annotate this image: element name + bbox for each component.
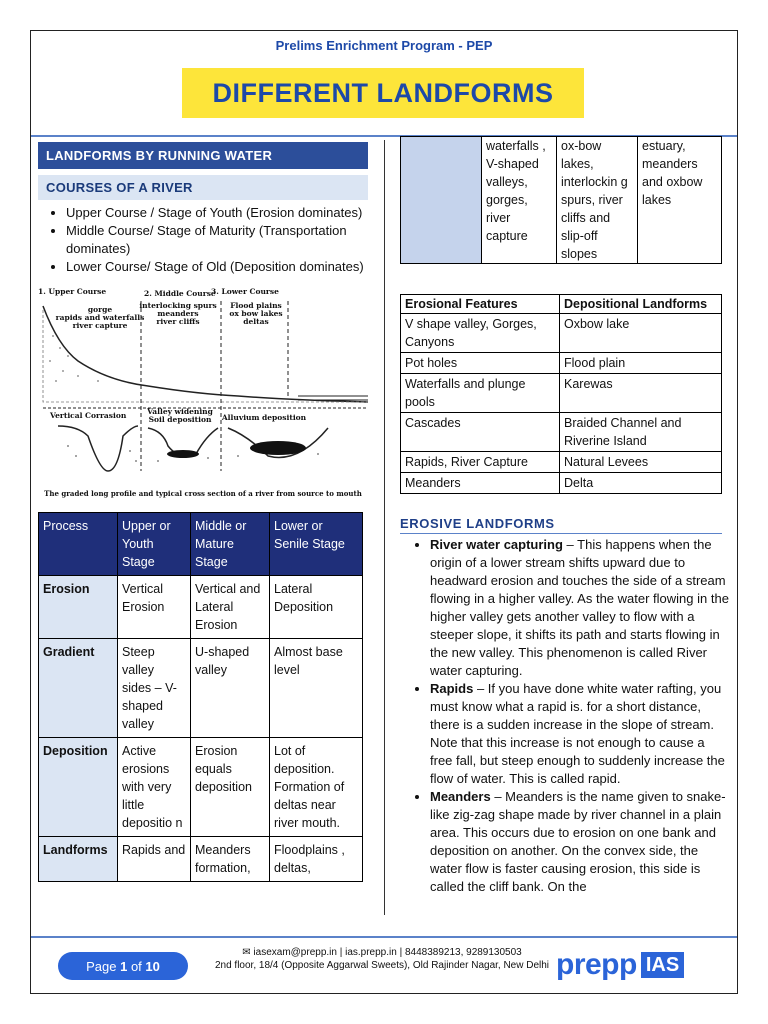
- table-cell: Lot of deposition. Formation of deltas near river mouth.: [270, 738, 363, 837]
- feature-middle-2: meanders: [157, 309, 199, 318]
- list-item: [430, 536, 730, 680]
- logo-badge: IAS: [641, 952, 684, 978]
- page-current: 1: [120, 958, 128, 974]
- definition: – If you have done white water rafting, you must know what a rapid is. for a short distance, there is a sudden increase in the slope of stream. Note that this increase is not enough to cause a free fall, but steep enough to suddenly increase the flow of water. This is called rapid.: [430, 681, 725, 786]
- list-item: • Upper Course / Stage of Youth (Erosion dominates): [66, 204, 368, 222]
- table-cell: Braided Channel and Riverine Island: [560, 413, 722, 452]
- table-row: [39, 639, 363, 738]
- feature-lower-1: Flood plains: [230, 301, 282, 310]
- label-vertical-corrasion: Vertical Corrasion: [50, 411, 127, 420]
- col-header: Depositional Landforms: [560, 295, 722, 314]
- table-cell: Waterfalls and plunge pools: [401, 374, 560, 413]
- label-middle-course: 2. Middle Course: [144, 289, 216, 298]
- table-cell: Flood plain: [560, 353, 722, 374]
- erosive-landforms-heading: EROSIVE LANDFORMS: [400, 516, 722, 534]
- feature-lower-2: ox bow lakes: [229, 309, 283, 318]
- table-header-row: [39, 513, 363, 576]
- contact-info: [212, 946, 552, 972]
- definition: – Meanders is the name given to snake-like zig-zag shape made by river channel in a plain area. This occurs due to erosion on one bank and deposition on another. On the convex side, the water flow is faster causing erosion, this side is called the cliff bank. On the: [430, 789, 726, 894]
- feature-lower-3: deltas: [243, 317, 269, 326]
- label-upper-course: 1. Upper Course: [38, 287, 107, 296]
- table-cell: Natural Levees: [560, 452, 722, 473]
- label-valley-widening: Valley widening: [147, 407, 213, 416]
- program-header: Prelims Enrichment Program - PEP: [275, 38, 493, 53]
- subsection-title: COURSES OF A RIVER: [38, 175, 368, 200]
- logo-text: prepp: [556, 948, 637, 981]
- page-sep: of: [130, 958, 142, 974]
- feature-upper-3: river capture: [72, 321, 128, 330]
- river-profile-svg: [38, 286, 368, 506]
- table-row: [401, 374, 722, 413]
- table-row: [401, 314, 722, 353]
- table-cell: Vertical and Lateral Erosion: [191, 576, 270, 639]
- table-cell: Floodplains , deltas,: [270, 837, 363, 882]
- table-cell: U-shaped valley: [191, 639, 270, 738]
- table-cell: Lateral Deposition: [270, 576, 363, 639]
- label-soil-deposition: Soil deposition: [148, 415, 212, 424]
- feature-upper-1: gorge: [87, 305, 113, 314]
- table-cell: Pot holes: [401, 353, 560, 374]
- row-header: Gradient: [39, 639, 118, 738]
- table-cell: Delta: [560, 473, 722, 494]
- page-prefix: Page: [86, 958, 117, 974]
- col-header: Upper or Youth Stage: [118, 513, 191, 576]
- table-cell: waterfalls , V-shaped valleys, gorges, river capture: [482, 137, 557, 264]
- river-profile-diagram: [38, 286, 368, 506]
- section-title: LANDFORMS BY RUNNING WATER: [38, 142, 368, 169]
- stages-table-continued: [400, 136, 722, 264]
- prepp-ias-logo: [556, 948, 684, 982]
- table-cell: ox-bow lakes, interlockin g spurs, river cliffs and slip-off slopes: [557, 137, 638, 264]
- col-header: Lower or Senile Stage: [270, 513, 363, 576]
- table-cell-blank: [401, 137, 482, 264]
- table-cell: Oxbow lake: [560, 314, 722, 353]
- col-header: Process: [39, 513, 118, 576]
- table-row: [401, 413, 722, 452]
- page-title: DIFFERENT LANDFORMS: [212, 77, 554, 108]
- table-cell: Meanders: [401, 473, 560, 494]
- col-header: Middle or Mature Stage: [191, 513, 270, 576]
- table-cell: Erosion equals deposition: [191, 738, 270, 837]
- list-item: • Lower Course/ Stage of Old (Deposition dominates): [66, 258, 368, 276]
- row-header: Erosion: [39, 576, 118, 639]
- table-cell: Karewas: [560, 374, 722, 413]
- list-item: [430, 680, 730, 788]
- feature-middle-3: river cliffs: [156, 317, 200, 326]
- table-cell: Almost base level: [270, 639, 363, 738]
- term: Meanders: [430, 789, 491, 804]
- erosive-list: [400, 536, 730, 896]
- table-row: [39, 738, 363, 837]
- table-row: [401, 452, 722, 473]
- term: Rapids: [430, 681, 474, 696]
- label-lower-course: 3. Lower Course: [211, 287, 279, 296]
- table-cell: Rapids and: [118, 837, 191, 882]
- features-table: [400, 294, 722, 494]
- row-header: Landforms: [39, 837, 118, 882]
- page-indicator: [58, 952, 188, 980]
- table-cell: Active erosions with very little depositio n: [118, 738, 191, 837]
- page-total: 10: [145, 958, 160, 974]
- table-cell: Cascades: [401, 413, 560, 452]
- table-header-row: [401, 295, 722, 314]
- right-column: [400, 136, 730, 896]
- lower-deposit: [250, 441, 306, 455]
- v-valley-section: [58, 426, 138, 471]
- table-cell: Rapids, River Capture: [401, 452, 560, 473]
- list-item: [430, 788, 730, 896]
- table-cell: Steep valley sides – V-shaped valley: [118, 639, 191, 738]
- footer-divider: [31, 936, 737, 938]
- label-alluvium: Alluvium deposition: [221, 413, 307, 422]
- diagram-caption: The graded long profile and typical cross section of a river from source to mouth: [44, 489, 362, 498]
- mail-icon: ✉: [242, 947, 251, 958]
- stages-table: [38, 512, 363, 882]
- title-banner: [182, 68, 584, 118]
- table-cell: V shape valley, Gorges, Canyons: [401, 314, 560, 353]
- term: River water capturing: [430, 537, 563, 552]
- middle-deposit: [167, 450, 199, 458]
- table-row: [39, 576, 363, 639]
- table-cell: estuary, meanders and oxbow lakes: [638, 137, 722, 264]
- table-row: [401, 137, 722, 264]
- table-row: [401, 473, 722, 494]
- definition: – This happens when the origin of a lower stream shifts upward due to headward erosion and touches the side of a stream flowing in a higher valley. As the water flowing in the higher valley gets another valley to flow with a steeper slope, it shifts its path and starts flowing in the new valley. This phenomenon is called River water capturing.: [430, 537, 729, 678]
- feature-middle-1: interlocking spurs: [139, 301, 217, 310]
- left-column: [38, 142, 368, 882]
- course-list: [38, 204, 368, 276]
- table-row: [39, 837, 363, 882]
- table-cell: Meanders formation,: [191, 837, 270, 882]
- table-row: [401, 353, 722, 374]
- column-divider: [384, 140, 385, 915]
- feature-upper-2: rapids and waterfalls: [55, 313, 145, 322]
- col-header: Erosional Features: [401, 295, 560, 314]
- contact-line-2: 2nd floor, 18/4 (Opposite Aggarwal Sweets), Old Rajinder Nagar, New Delhi: [214, 960, 550, 971]
- row-header: Deposition: [39, 738, 118, 837]
- contact-line-1: [212, 946, 552, 959]
- list-item: • Middle Course/ Stage of Maturity (Transportation dominates): [66, 222, 368, 258]
- table-cell: Vertical Erosion: [118, 576, 191, 639]
- contact-text: iasexam@prepp.in | ias.prepp.in | 8448389213, 9289130503: [253, 947, 522, 958]
